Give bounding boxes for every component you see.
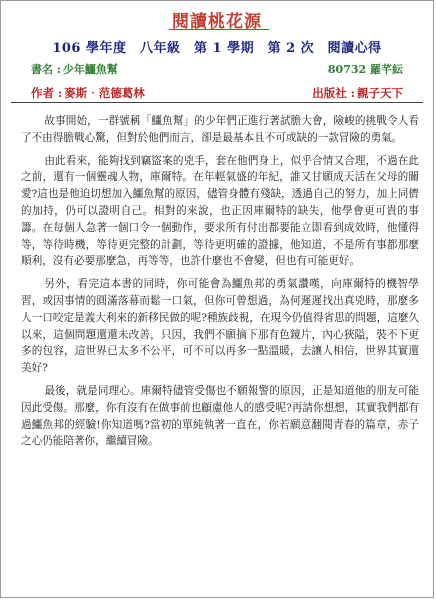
divider <box>11 102 423 103</box>
meta-row-book <box>31 61 403 77</box>
paragraph: 由此看來，能夠找到竊盜案的兇手，套在他們身上，似乎合情又合理，不過在此之前，還有一個靈魂人物，庫爾特。在年輕氣盛的年紀，誰又甘願成天活在父母的關愛?這也是他迫切想加入鱷魚幫的原因，儘管身體有殘缺，透過自己的努力，加上同儕的加持，仍可以證明自己。相對的來說，也正因庫爾特的缺失，他學會更可貴的事籌。在每個人急著一個口令一個動作，要求所有付出都要能立即看到成效時，他懂得等，等待時機，等待更完整的計劃，等待更明確的證據，他知道，不是所有事都那麼順利，沒有必要那麼急，再等等，也許什麼也不會變，但也有可能更好。 <box>21 154 419 268</box>
publisher-field <box>312 85 403 101</box>
essay-body <box>21 113 419 456</box>
book-field <box>31 61 118 77</box>
author-name: 麥斯‧范德葛林 <box>64 86 145 100</box>
publisher-name: 親子天下 <box>357 86 403 100</box>
page-title: 閱讀桃花源 <box>172 12 262 32</box>
paragraph: 故事開始，一群號稱「鱷魚幫」的少年們正進行著試膽大會，險峻的挑戰令人看了不由得膽戰心驚，但對於他們而言，卻是最基本且不可或缺的一款冒險的勇氣。 <box>21 115 419 144</box>
author-field <box>31 85 145 101</box>
title-underline <box>169 29 269 30</box>
paragraph: 另外，看完這本書的同時，你可能會為鱷魚邦的勇氣讚嘆，向庫爾特的機智學習，或因事情的圓滿落幕而鬆一口氣，但你可曾想過，為何遲遲找出真兇時，那麼多人一口咬定是義大利來的新移民做的呢?種族歧視，在現今仍值得省思的問題，這麼久以來，這個問題還還未改善，只因，我們不願摘下那有色鏡片，內心狹隘，裝不下更多的包容，這世界已太多不公平，可不可以再多一點溫暖，去讓人相信，世界其實還美好? <box>21 278 419 375</box>
publisher-label: 出版社 : <box>312 86 355 100</box>
class-number: 80732 羅芊紜 <box>327 63 403 76</box>
book-label: 書名 : <box>31 63 61 76</box>
book-title: 少年鱷魚幫 <box>62 63 118 76</box>
author-label: 作者 : <box>31 86 63 100</box>
subtitle: 106 學年度 八年級 第 1 學期 第 2 次 閱讀心得 <box>52 41 382 56</box>
meta-row-author <box>31 85 403 101</box>
paragraph: 最後，就是同理心。庫爾特儘管受傷也不願報警的原因，正是知道他的朋友可能因此受傷。那麼，你有沒有在做事前也顧慮他人的感受呢?再請你想想，其實我們都有過鱷魚邦的經驗!你知道嗎?當初的單純執著一直在，你若願意翻閱青春的篇章，赤子之心仍能陪著你，繼續冒險。 <box>21 384 419 448</box>
